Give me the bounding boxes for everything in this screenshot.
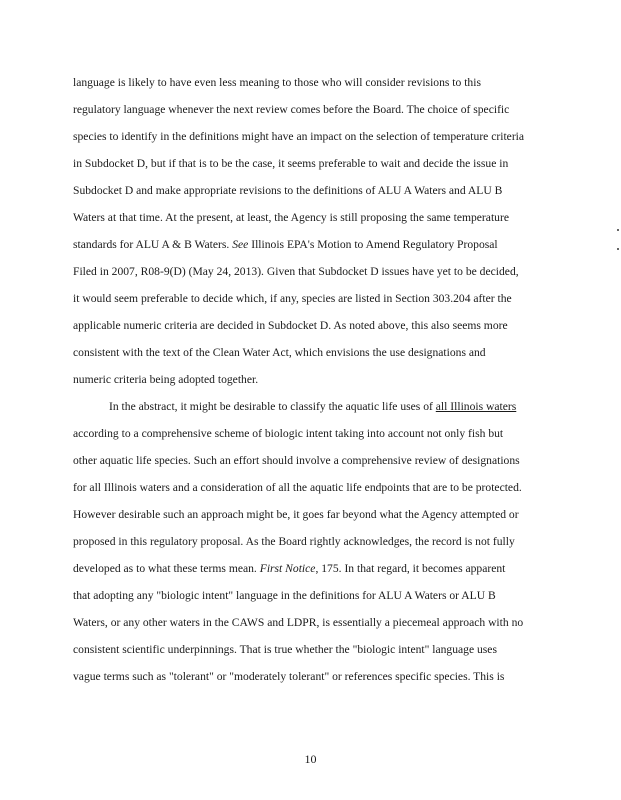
scan-artifact [617,248,619,250]
text-line [73,555,553,582]
text-line: for all Illinois waters and a consideration of all the aquatic life endpoints that are to be protected. [73,481,522,494]
text-line: Waters, or any other waters in the CAWS and LDPR, is essentially a piecemeal approach with no [73,616,524,629]
text-line: However desirable such an approach might be, it goes far beyond what the Agency attempted or [73,508,519,521]
text-line: vague terms such as "tolerant" or "moderately tolerant" or references specific species. This is [73,670,505,683]
text-line: language is likely to have even less meaning to those who will consider revisions to this [73,76,481,89]
text-line: proposed in this regulatory proposal. As the Board rightly acknowledges, the record is not fully [73,535,515,548]
text-line: consistent scientific underpinnings. That is true whether the "biologic intent" language uses [73,643,497,656]
text-run: standards for ALU A & B Waters. [73,238,233,251]
text-line: other aquatic life species. Such an effort should involve a comprehensive review of designations [73,454,520,467]
text-run: developed as to what these terms mean. [73,562,260,575]
text-line: according to a comprehensive scheme of biologic intent taking into account not only fish but [73,427,504,440]
text-line: applicable numeric criteria are decided in Subdocket D. As noted above, this also seems more [73,319,508,332]
text-line: in Subdocket D, but if that is to be the case, it seems preferable to wait and decide the issue in [73,157,509,170]
underlined-phrase: all Illinois waters [435,400,517,413]
text-line: numeric criteria being adopted together. [73,373,259,386]
text-line: species to identify in the definitions might have an impact on the selection of temperature criteria [73,130,525,143]
text-line: that adopting any "biologic intent" language in the definitions for ALU A Waters or ALU B [73,589,496,602]
text-line: regulatory language whenever the next review comes before the Board. The choice of specific [73,103,510,116]
text-line: Waters at that time. At the present, at least, the Agency is still proposing the same temperature [73,211,509,224]
text-line: Subdocket D and make appropriate revisions to the definitions of ALU A Waters and ALU B [73,184,503,197]
text-line [73,231,553,258]
text-run: In the abstract, it might be desirable to classify the aquatic life uses of [109,400,436,413]
text-line [73,393,553,420]
body-text [73,69,553,690]
page-number: 10 [304,752,317,766]
text-run: Illinois EPA's Motion to Amend Regulatory Proposal [248,238,498,251]
text-line: Filed in 2007, R08-9(D) (May 24, 2013). Given that Subdocket D issues have yet to be decided, [73,265,519,278]
case-citation: First Notice [259,562,316,575]
text-run: , 175. In that regard, it becomes apparent [315,562,506,575]
text-line: it would seem preferable to decide which, if any, species are listed in Section 303.204 after the [73,292,512,305]
text-line: consistent with the text of the Clean Water Act, which envisions the use designations and [73,346,486,359]
see-signal: See [232,238,249,251]
scan-artifact [617,229,619,231]
